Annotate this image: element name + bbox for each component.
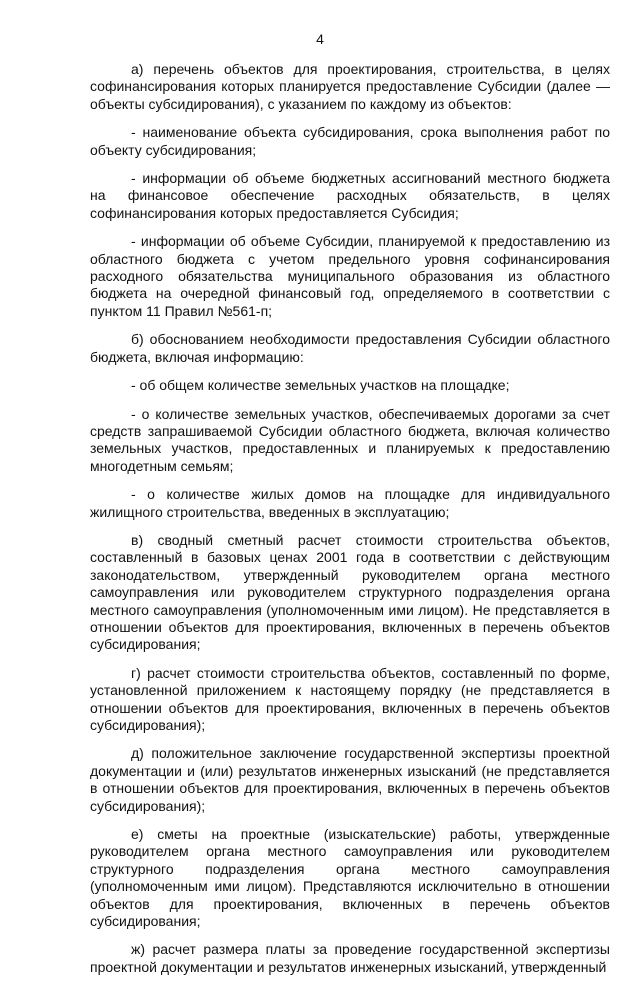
list-item: - о количестве земельных участков, обеспечиваемых дорогами за счет средств запрашиваемой Субсидии областного бюджета, включая количество земельных участков, предоставленных и планируемых к предоставлению многодетным семьям;	[90, 405, 610, 474]
paragraph-d: д) положительное заключение государственной экспертизы проектной документации и (или) результатов инженерных изысканий (не представляется в отношении объектов для проектирования, включенных в перечень объектов субсидирования);	[90, 745, 610, 814]
list-item: - информации об объеме бюджетных ассигнований местного бюджета на финансовое обеспечение расходных обязательств, в целях софинансирования которых предоставляется Субсидия;	[90, 170, 610, 221]
paragraph-b: б) обоснованием необходимости предоставления Субсидии областного бюджета, включая информацию:	[90, 331, 610, 365]
paragraph-v: в) сводный сметный расчет стоимости строительства объектов, составленный в базовых ценах 2001 года в соответствии с действующим законодательством, утвержденный руководителем органа местного самоуправления или руководителем структурного подразделения органа местного самоуправления (уполномоченным ими лицом). Не представляется в отношении объектов для проектирования, включенных в перечень объектов субсидирования;	[90, 531, 610, 653]
page-number: 4	[316, 31, 324, 47]
list-item: - об общем количестве земельных участков на площадке;	[131, 377, 510, 394]
paragraph-a: а) перечень объектов для проектирования, строительства, в целях софинансирования которых планируется предоставление Субсидии (далее — объекты субсидирования), с указанием по каждому из объектов:	[90, 61, 610, 112]
list-item: - информации об объеме Субсидии, планируемой к предоставлению из областного бюджета с учетом предельного уровня софинансирования расходного обязательства муниципального образования из областного бюджета на очередной финансовый год, определяемого в соответствии с пунктом 11 Правил №561-п;	[90, 233, 610, 319]
paragraph-g: г) расчет стоимости строительства объектов, составленный по форме, установленной приложением к настоящему порядку (не представляется в отношении объектов для проектирования, включенных в перечень объектов субсидирования);	[90, 664, 610, 733]
document-body	[90, 61, 610, 987]
list-item: - о количестве жилых домов на площадке для индивидуального жилищного строительства, введенных в эксплуатацию;	[90, 486, 610, 520]
list-item: - наименование объекта субсидирования, срока выполнения работ по объекту субсидирования;	[90, 124, 610, 158]
paragraph-e: е) сметы на проектные (изыскательские) работы, утвержденные руководителем органа местного самоуправления или руководителем структурного подразделения органа местного самоуправления (уполномоченным ими лицом). Представляются исключительно в отношении объектов для проектирования, включенных в перечень объектов субсидирования;	[90, 826, 610, 930]
paragraph-zh: ж) расчет размера платы за проведение государственной экспертизы проектной документации и результатов инженерных изысканий, утвержденный	[90, 941, 610, 975]
